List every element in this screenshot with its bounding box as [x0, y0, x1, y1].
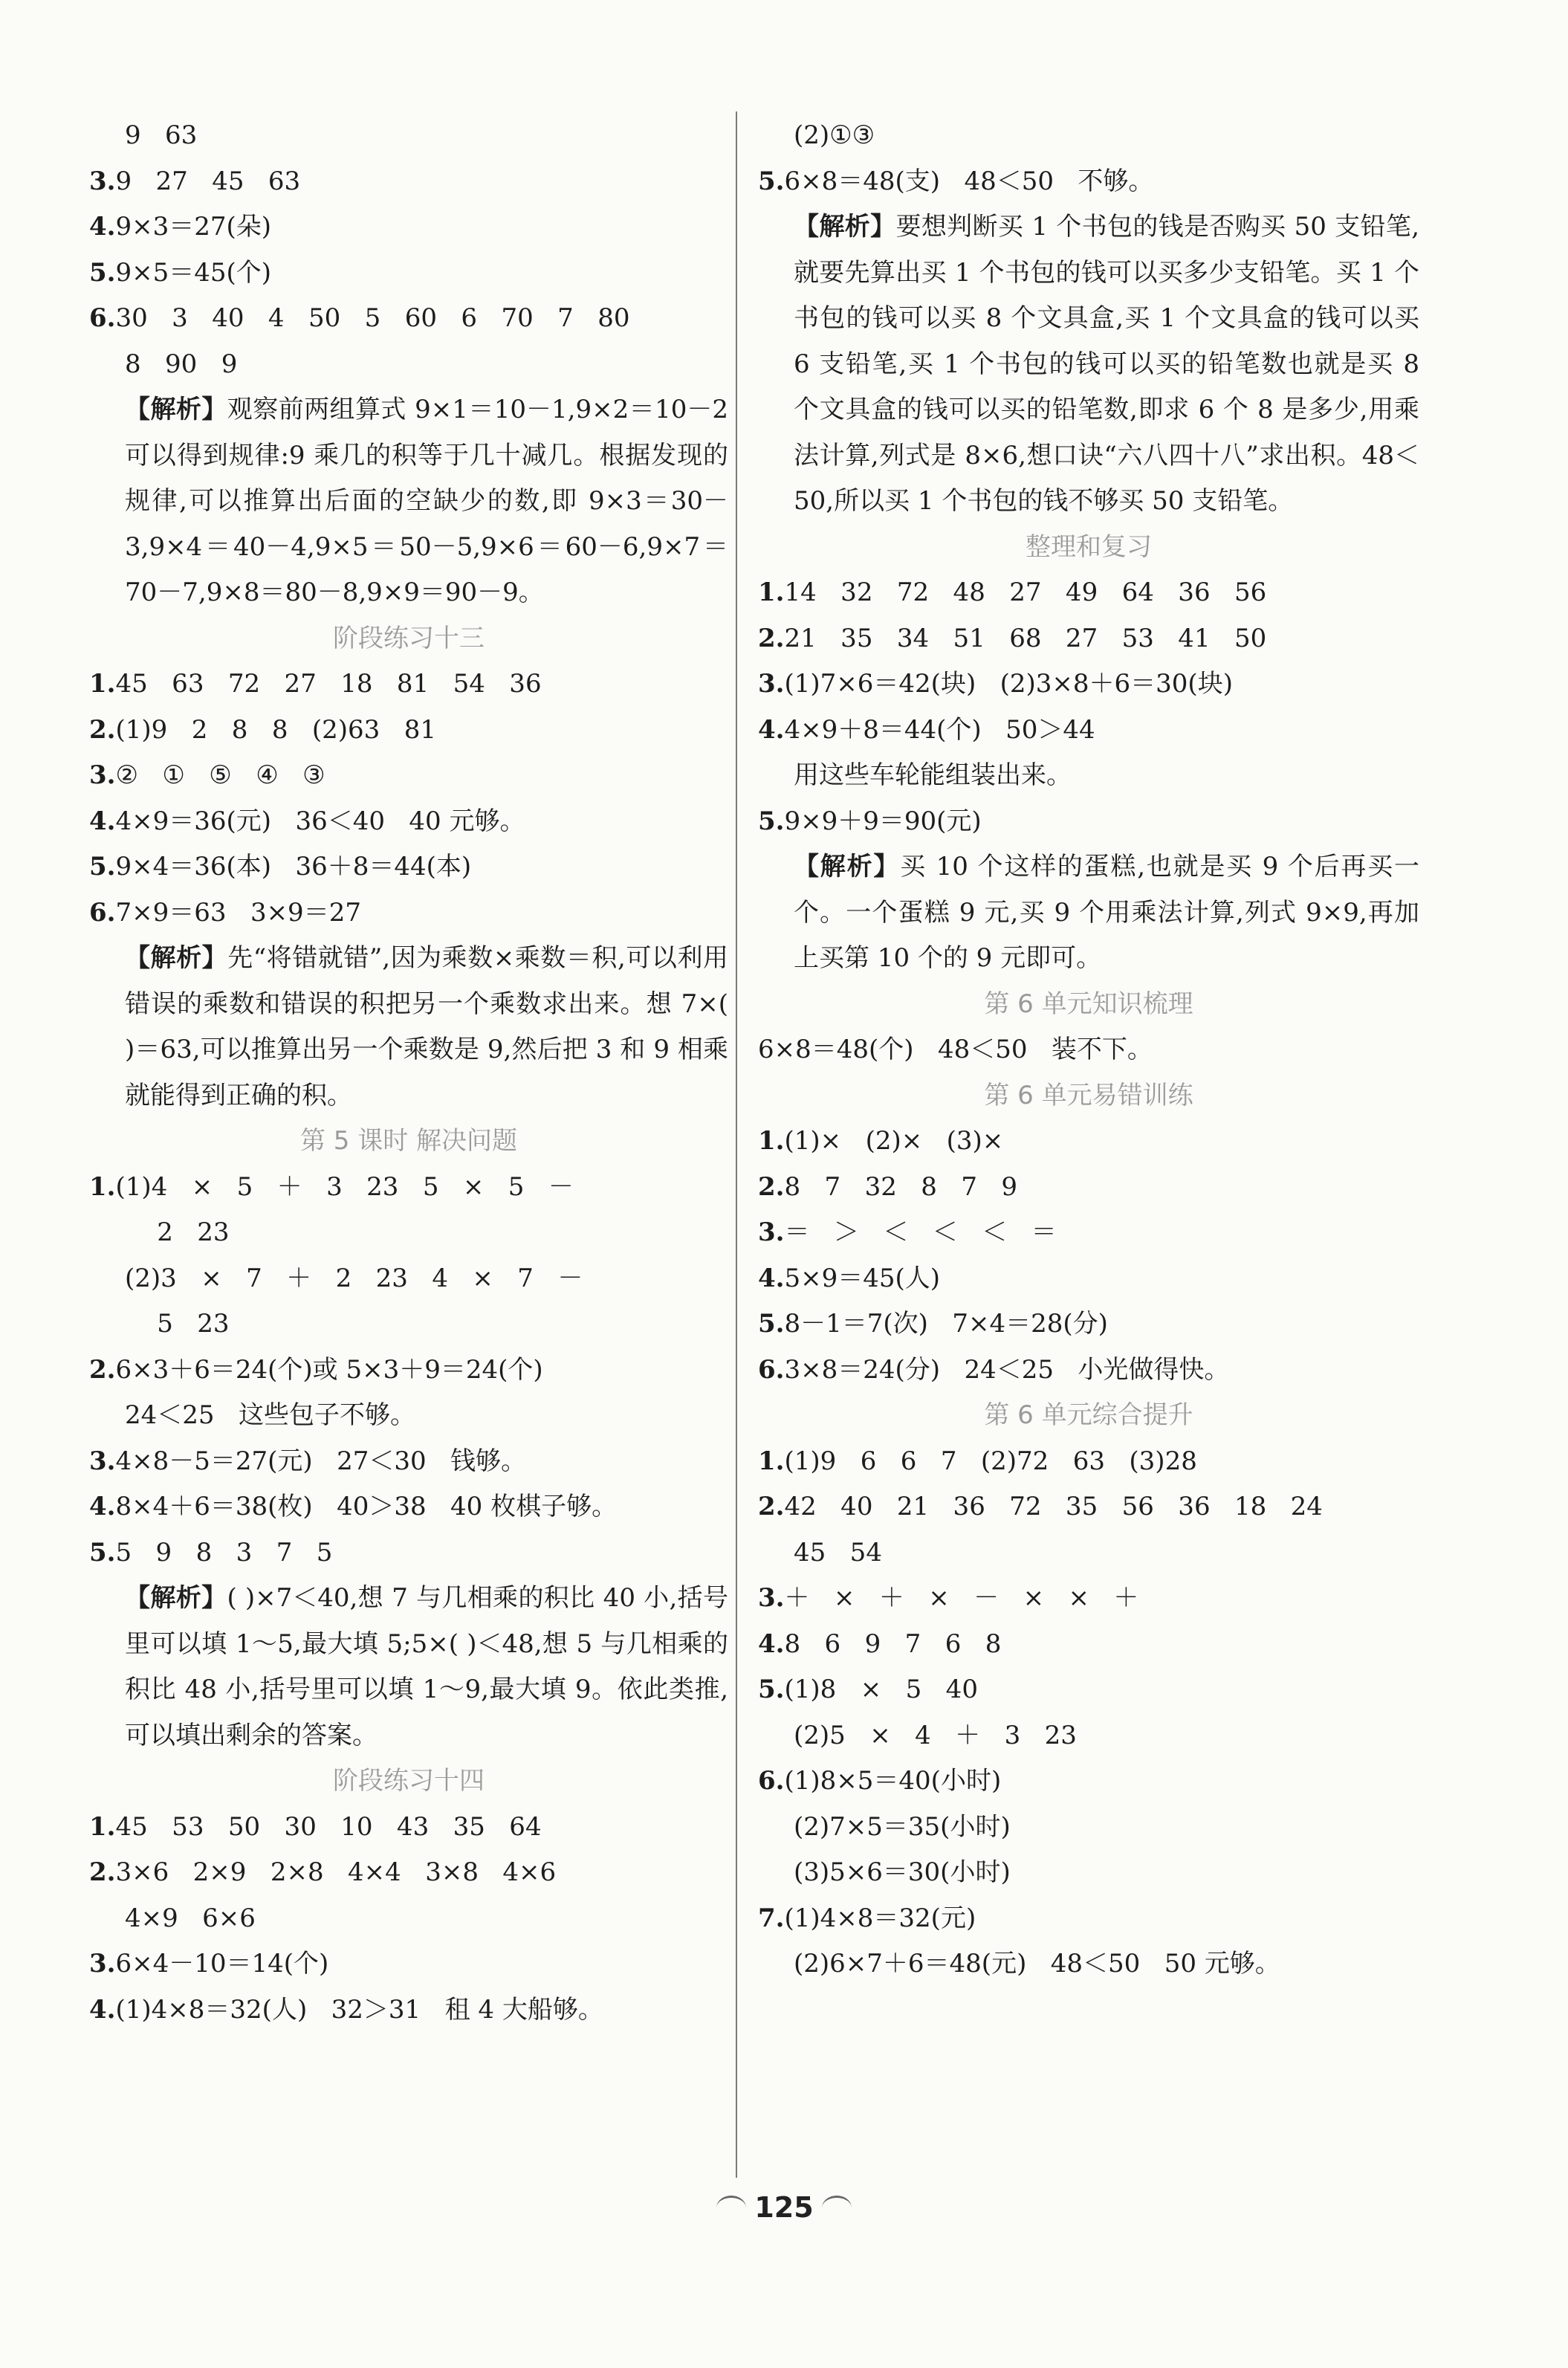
answer-line	[89, 1348, 728, 1394]
column-divider	[736, 111, 737, 2178]
section-heading: 第 6 单元知识梳理	[984, 989, 1193, 1019]
answer-line	[89, 1210, 728, 1256]
wing-ornament-icon	[822, 2196, 852, 2220]
answer-line	[89, 1941, 728, 1987]
answer-text: 用这些车轮能组装出来。	[794, 760, 1072, 790]
answer-line	[758, 570, 1419, 616]
section-heading: 第 6 单元易错训练	[984, 1080, 1193, 1110]
question-number: 1.	[89, 1171, 116, 1202]
section-heading: 第 5 课时 解决问题	[299, 1126, 518, 1156]
answer-text: 9 63	[125, 120, 198, 150]
answer-text: 30 3 40 4 50 5 60 6 70 7 80	[115, 303, 630, 333]
answer-text: (1)4×8＝32(人) 32＞31 租 4 大船够。	[115, 1994, 603, 2025]
page-number-text: 125	[754, 2191, 814, 2224]
answer-text: (2)5 × 4 ＋ 3 23	[794, 1720, 1077, 1750]
analysis-tag: 【解析】	[125, 1583, 227, 1613]
answer-line	[758, 1348, 1419, 1394]
question-number: 5.	[758, 1675, 785, 1704]
answer-line	[89, 1256, 728, 1302]
analysis-paragraph	[794, 204, 1419, 525]
question-number: 1.	[758, 1446, 785, 1476]
answer-line	[758, 1301, 1419, 1348]
analysis-text: 买 10 个这样的蛋糕,也就是买 9 个后再买一个。一个蛋糕 9 元,买 9 个用乘法计算,列式 9×9,再加上买第 10 个的 9 元即可。	[794, 852, 1420, 973]
answer-line	[89, 1165, 728, 1211]
analysis-tag: 【解析】	[125, 943, 228, 973]
answer-text: 42 40 21 36 72 35 56 36 18 24	[784, 1492, 1323, 1521]
answer-text: 9×3＝27(朵)	[115, 212, 272, 242]
answer-line	[89, 844, 728, 890]
answer-text: (1)8×5＝40(小时)	[784, 1766, 1002, 1796]
answer-line	[758, 1210, 1419, 1256]
question-number: 3.	[758, 669, 785, 699]
question-number: 5.	[758, 1309, 785, 1339]
question-number: 6.	[758, 1354, 785, 1385]
question-number: 5.	[758, 166, 785, 196]
question-number: 6.	[89, 897, 116, 928]
answer-line	[89, 753, 728, 799]
answer-line	[89, 296, 728, 342]
answer-line	[758, 799, 1419, 845]
question-number: 5.	[758, 806, 785, 836]
answer-text: (1)9 6 6 7 (2)72 63 (3)28	[784, 1446, 1197, 1476]
question-number: 4.	[758, 1628, 785, 1659]
answer-line	[89, 1530, 728, 1576]
question-number: 3.	[89, 1949, 116, 1979]
analysis-text: 观察前两组算式 9×1＝10－1,9×2＝10－2 可以得到规律:9 乘几的积等于几十减几。根据发现的规律,可以推算出后面的空缺少的数,即 9×3＝30－3,9×4＝40－4,9×5＝50－5,9×6＝60－6,9×7＝70－7,9×8＝80－8,9×9＝90－9。	[125, 395, 728, 607]
answer-line	[758, 1713, 1419, 1759]
answer-text: 8×4＋6＝38(枚) 40＞38 40 枚棋子够。	[115, 1492, 618, 1521]
answer-line	[89, 1439, 728, 1485]
answer-text: 9×9＋9＝90(元)	[784, 806, 982, 836]
question-number: 3.	[89, 760, 116, 790]
question-number: 4.	[89, 806, 116, 836]
question-number: 4.	[89, 1492, 116, 1521]
question-number: 2.	[758, 1492, 785, 1521]
answer-text: 8－1＝7(次) 7×4＝28(分)	[784, 1309, 1108, 1339]
question-number: 2.	[758, 623, 785, 653]
answer-line	[758, 661, 1419, 708]
answer-line	[89, 799, 728, 845]
question-number: 2.	[89, 714, 116, 745]
question-number: 3.	[89, 166, 116, 196]
question-number: 6.	[89, 303, 116, 333]
answer-line	[758, 1256, 1419, 1302]
wing-ornament-icon	[716, 2196, 746, 2220]
answer-text: 8 7 32 8 7 9	[784, 1171, 1018, 1202]
answer-line	[89, 250, 728, 297]
answer-line	[89, 113, 728, 159]
answer-text: 3×6 2×9 2×8 4×4 3×8 4×6	[115, 1857, 557, 1887]
answer-text: (1)8 × 5 40	[784, 1675, 978, 1704]
answer-line	[89, 708, 728, 754]
answer-text: ＋ × ＋ × － × × ＋	[784, 1583, 1139, 1613]
answer-text: 4×9＋8＝44(个) 50＞44	[784, 714, 1095, 745]
answer-text: 7×9＝63 3×9＝27	[115, 897, 361, 928]
question-number: 3.	[89, 1446, 116, 1476]
answer-line	[758, 616, 1419, 662]
answer-line	[89, 1393, 728, 1439]
question-number: 1.	[758, 578, 785, 607]
answer-line	[89, 890, 728, 936]
question-number: 7.	[758, 1903, 785, 1933]
answer-text: (1)× (2)× (3)×	[784, 1126, 1004, 1156]
section-heading: 整理和复习	[1026, 531, 1152, 562]
answer-line	[89, 1987, 728, 2034]
answer-text: 4×9＝36(元) 36＜40 40 元够。	[115, 806, 525, 836]
answer-text: (2)6×7＋6＝48(元) 48＜50 50 元够。	[794, 1949, 1280, 1979]
question-number: 4.	[89, 212, 116, 242]
question-number: 1.	[758, 1126, 785, 1156]
left-column	[89, 113, 728, 2033]
section-heading: 阶段练习十三	[333, 623, 485, 653]
answer-text: 8 6 9 7 6 8	[784, 1628, 1002, 1659]
question-number: 1.	[89, 669, 116, 699]
answer-line	[758, 708, 1419, 754]
answer-text: 14 32 72 48 27 49 64 36 56	[784, 578, 1267, 607]
answer-text: 3×8＝24(分) 24＜25 小光做得快。	[784, 1354, 1230, 1385]
analysis-text: ( )×7＜40,想 7 与几相乘的积比 40 小,括号里可以填 1～5,最大填 5;5×( )＜48,想 5 与几相乘的积比 48 小,括号里可以填 1～9,最大填 9。依此类推,可以填出剩余的答案。	[125, 1583, 728, 1750]
analysis-tag: 【解析】	[125, 395, 227, 424]
question-number: 6.	[758, 1766, 785, 1796]
answer-line	[758, 1484, 1419, 1530]
answer-text: ＝ ＞ ＜ ＜ ＜ ＝	[784, 1217, 1057, 1247]
answer-line	[89, 159, 728, 205]
answer-text: 6×8＝48(支) 48＜50 不够。	[784, 166, 1154, 196]
answer-text: 4×9 6×6	[125, 1903, 256, 1933]
answer-text: 6×4－10＝14(个)	[115, 1949, 329, 1979]
answer-line	[89, 661, 728, 708]
answer-text: (1)4×8＝32(元)	[784, 1903, 976, 1933]
question-number: 4.	[89, 1994, 116, 2025]
question-number: 3.	[758, 1217, 785, 1247]
answer-text: (2)3 × 7 ＋ 2 23 4 × 7 －	[125, 1263, 583, 1293]
question-number: 2.	[758, 1171, 785, 1202]
answer-line	[758, 1530, 1419, 1576]
answer-text: 21 35 34 51 68 27 53 41 50	[784, 623, 1267, 653]
answer-line	[89, 1896, 728, 1942]
analysis-tag: 【解析】	[794, 212, 896, 242]
answer-line	[758, 1576, 1419, 1622]
answer-line	[89, 1805, 728, 1851]
answer-line	[758, 1805, 1419, 1851]
question-number: 4.	[758, 714, 785, 745]
answer-line	[758, 1119, 1419, 1165]
question-number: 4.	[758, 1263, 785, 1293]
answer-line	[89, 1484, 728, 1530]
answer-line	[89, 1850, 728, 1896]
answer-line	[758, 113, 1419, 159]
analysis-paragraph	[125, 936, 728, 1119]
answer-text: 45 53 50 30 10 43 35 64	[115, 1811, 542, 1842]
answer-text: (2)①③	[794, 120, 875, 150]
analysis-text: 先“将错就错”,因为乘数×乘数＝积,可以利用错误的乘数和错误的积把另一个乘数求出来。想 7×( )＝63,可以推算出另一个乘数是 9,然后把 3 和 9 相乘就能得到正确的积。	[125, 943, 728, 1110]
question-number: 2.	[89, 1354, 116, 1385]
answer-line	[758, 1759, 1419, 1805]
answer-text: 5 9 8 3 7 5	[115, 1537, 333, 1568]
answer-line	[758, 753, 1419, 799]
answer-line	[758, 1622, 1419, 1668]
answer-text: 9 27 45 63	[115, 166, 301, 196]
answer-text: 9×4＝36(本) 36＋8＝44(本)	[115, 852, 472, 881]
question-number: 5.	[89, 852, 116, 881]
question-number: 3.	[758, 1583, 785, 1613]
right-column	[758, 113, 1419, 1987]
page-number	[743, 2185, 825, 2230]
section-heading: 第 6 单元综合提升	[984, 1400, 1193, 1430]
analysis-tag: 【解析】	[794, 852, 901, 881]
answer-text: 5×9＝45(人)	[784, 1263, 941, 1293]
answer-text: 6×8＝48(个) 48＜50 装不下。	[758, 1035, 1153, 1064]
answer-text: 9×5＝45(个)	[115, 257, 272, 288]
answer-line	[758, 1941, 1419, 1987]
answer-line	[758, 1027, 1419, 1073]
analysis-text: 要想判断买 1 个书包的钱是否购买 50 支铅笔,就要先算出买 1 个书包的钱可以买多少支铅笔。买 1 个书包的钱可以买 8 个文具盒,买 1 个文具盒的钱可以买 6 支铅笔,买 1 个书包的钱可以买的铅笔数也就是买 8 个文具盒的钱可以买的铅笔数,即求 6 个 8 是多少,用乘法计算,列式是 8×6,想口诀“六八四十八”求出积。48＜50,所以买 1 个书包的钱不够买 50 支铅笔。	[794, 212, 1419, 516]
answer-line	[758, 1896, 1419, 1942]
section-heading: 阶段练习十四	[333, 1766, 485, 1796]
answer-text: (3)5×6＝30(小时)	[794, 1857, 1011, 1887]
answer-text: (1)9 2 8 8 (2)63 81	[115, 714, 436, 745]
answer-line	[89, 1301, 728, 1348]
answer-text: (1)7×6＝42(块) (2)3×8＋6＝30(块)	[784, 669, 1233, 699]
answer-text: (2)7×5＝35(小时)	[794, 1811, 1011, 1842]
answer-text: 6×3＋6＝24(个)或 5×3＋9＝24(个)	[115, 1354, 543, 1385]
answer-line	[758, 159, 1419, 205]
answer-line	[89, 342, 728, 388]
question-number: 5.	[89, 1537, 116, 1568]
answer-line	[758, 1439, 1419, 1485]
answer-line	[89, 204, 728, 250]
answer-line	[758, 1667, 1419, 1713]
answer-text: 24＜25 这些包子不够。	[125, 1400, 415, 1430]
question-number: 5.	[89, 257, 116, 288]
answer-text: (1)4 × 5 ＋ 3 23 5 × 5 －	[115, 1171, 574, 1202]
answer-text: 45 54	[794, 1537, 882, 1568]
analysis-paragraph	[125, 1576, 728, 1759]
answer-text: 45 63 72 27 18 81 54 36	[115, 669, 542, 699]
analysis-paragraph	[125, 387, 728, 616]
analysis-paragraph	[794, 844, 1419, 982]
answer-line	[758, 1165, 1419, 1211]
answer-text: 4×8－5＝27(元) 27＜30 钱够。	[115, 1446, 527, 1476]
question-number: 1.	[89, 1811, 116, 1842]
answer-text: ② ① ⑤ ④ ③	[115, 760, 325, 790]
question-number: 2.	[89, 1857, 116, 1887]
answer-line	[758, 1850, 1419, 1896]
answer-text: 2 23	[125, 1217, 230, 1247]
answer-text: 5 23	[125, 1309, 230, 1339]
answer-text: 8 90 9	[125, 349, 238, 379]
